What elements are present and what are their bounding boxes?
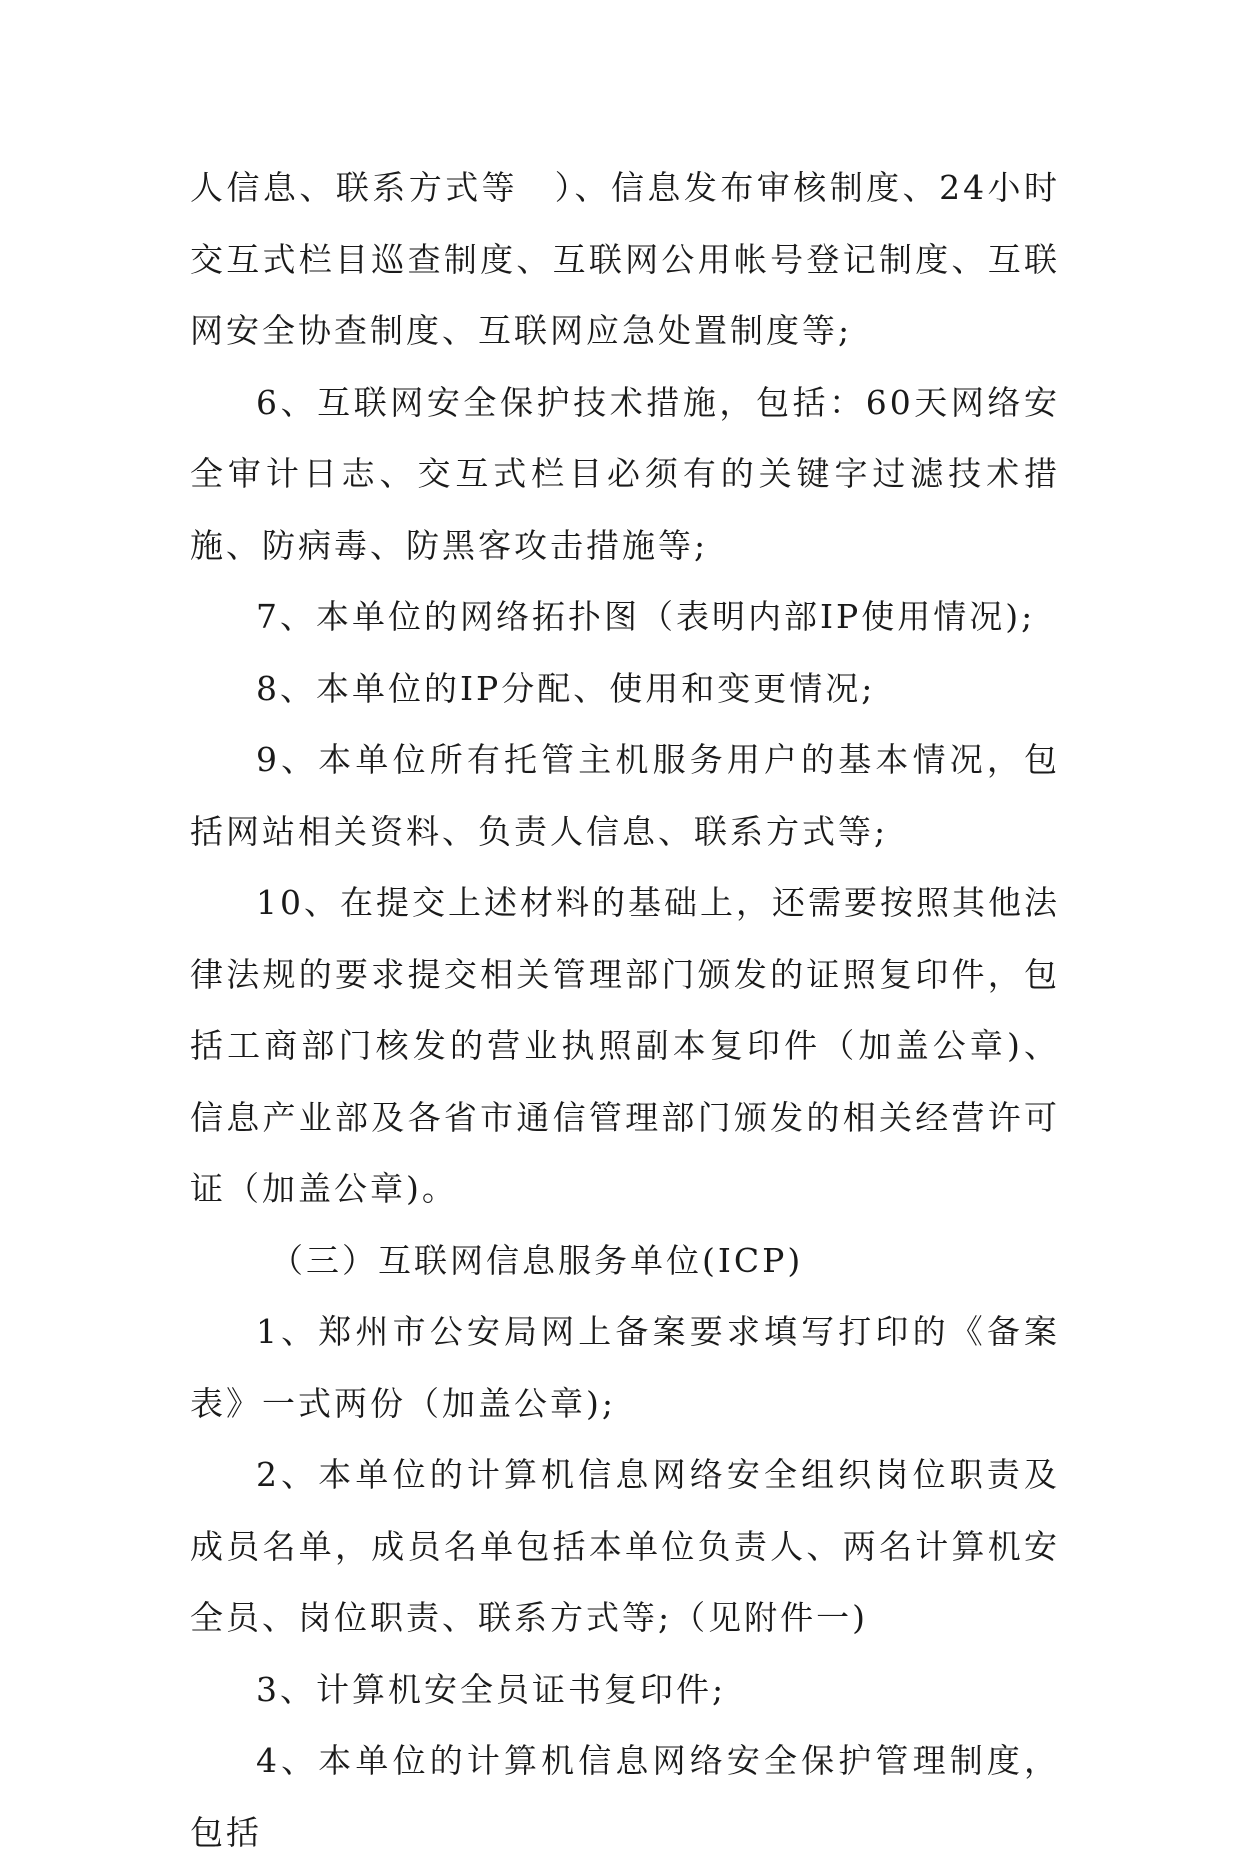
paragraph-item-8: 8、本单位的IP分配、使用和变更情况;: [256, 668, 876, 708]
paragraph-icp-item-4: 4、本单位的计算机信息网络安全保护管理制度，包括: [190, 1741, 1060, 1852]
document-body: [190, 152, 1060, 1868]
paragraph-item-9: 9、本单位所有托管主机服务用户的基本情况，包括网站相关资料、负责人信息、联系方式等;: [190, 740, 1060, 851]
section-heading-icp: （三）互联网信息服务单位(ICP): [270, 1240, 804, 1280]
paragraph-continuation: 人信息、联系方式等 ）、信息发布审核制度、24小时交互式栏目巡查制度、互联网公用帐号登记制度、互联网安全协查制度、互联网应急处置制度等;: [190, 168, 1060, 350]
paragraph-icp-item-3: 3、计算机安全员证书复印件;: [256, 1669, 727, 1709]
paragraph-icp-item-2: 2、本单位的计算机信息网络安全组织岗位职责及成员名单，成员名单包括本单位负责人、两名计算机安全员、岗位职责、联系方式等;（见附件一): [190, 1455, 1060, 1637]
paragraph-item-7: 7、本单位的网络拓扑图（表明内部IP使用情况);: [256, 597, 1036, 636]
paragraph-item-10: 10、在提交上述材料的基础上，还需要按照其他法律法规的要求提交相关管理部门颁发的证照复印件，包括工商部门核发的营业执照副本复印件（加盖公章)、信息产业部及各省市通信管理部门颁发的相关经营许可证（加盖公章)。: [190, 883, 1060, 1208]
paragraph-icp-item-1: 1、郑州市公安局网上备案要求填写打印的《备案表》一式两份（加盖公章);: [190, 1312, 1060, 1423]
paragraph-item-6: 6、互联网安全保护技术措施，包括：60天网络安全审计日志、交互式栏目必须有的关键字过滤技术措施、防病毒、防黑客攻击措施等;: [190, 382, 1060, 565]
